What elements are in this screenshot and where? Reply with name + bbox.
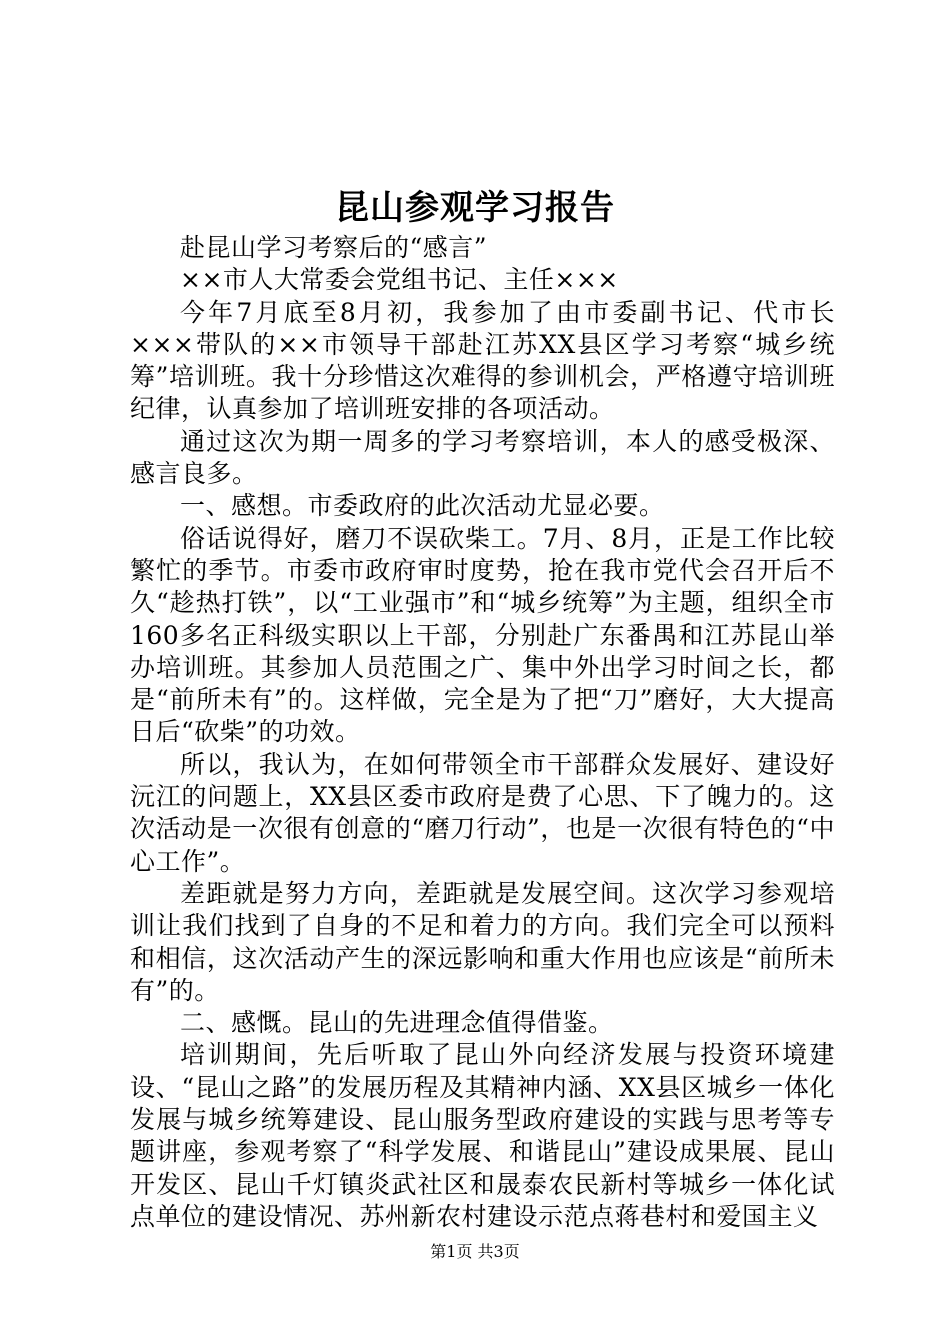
paragraph: ××市人大常委会党组书记、主任×××	[180, 265, 619, 295]
paragraph: 培训期间，先后听取了昆山外向经济发展与投资环境建设、“昆山之路”的发展历程及其精神内涵、XX县区城乡一体化发展与城乡统筹建设、昆山服务型政府建设的实践与思考等专题讲座，参观考察了“科学发展、和谐昆山”建设成果展、昆山开发区、昆山千灯镇炎武社区和晟泰农民新村等城乡一体化试点单位的建设情况、苏州新农村建设示范点蒋巷村和爱国主义	[130, 1040, 835, 1231]
paragraph: 所以，我认为，在如何带领全市干部群众发展好、建设好沅江的问题上，XX县区委市政府是费了心思、下了魄力的。这次活动是一次很有创意的“磨刀行动”，也是一次很有特色的“中心工作”。	[130, 749, 835, 876]
paragraph: 俗话说得好，磨刀不误砍柴工。7月、8月，正是工作比较繁忙的季节。市委市政府审时度势，抢在我市党代会召开后不久“趁热打铁”，以“工业强市”和“城乡统筹”为主题，组织全市160多名正科级实职以上干部，分别赴广东番禺和江苏昆山举办培训班。其参加人员范围之广、集中外出学习时间之长，都是“前所未有”的。这样做，完全是为了把“刀”磨好，大大提高日后“砍柴”的功效。	[130, 523, 835, 747]
paragraph: 通过这次为期一周多的学习考察培训，本人的感受极深、感言良多。	[130, 426, 835, 489]
paragraph: 赴昆山学习考察后的“感言”	[180, 233, 488, 262]
document-title: 昆山参观学习报告	[335, 188, 615, 228]
section-heading: 一、感想。市委政府的此次活动尤显必要。	[180, 491, 665, 521]
section-heading: 二、感慨。昆山的先进理念值得借鉴。	[180, 1008, 614, 1038]
paragraph: 今年7月底至8月初，我参加了由市委副书记、代市长×××带队的××市领导干部赴江苏XX县区学习考察“城乡统筹”培训班。我十分珍惜这次难得的参训机会，严格遵守培训班纪律，认真参加了培训班安排的各项活动。	[130, 297, 835, 424]
document-body	[130, 232, 835, 1233]
paragraph: 差距就是努力方向，差距就是发展空间。这次学习参观培训让我们找到了自身的不足和着力的方向。我们完全可以预料和相信，这次活动产生的深远影响和重大作用也应该是“前所未有”的。	[130, 878, 835, 1005]
page-footer: 第1页 共3页	[430, 1242, 520, 1261]
